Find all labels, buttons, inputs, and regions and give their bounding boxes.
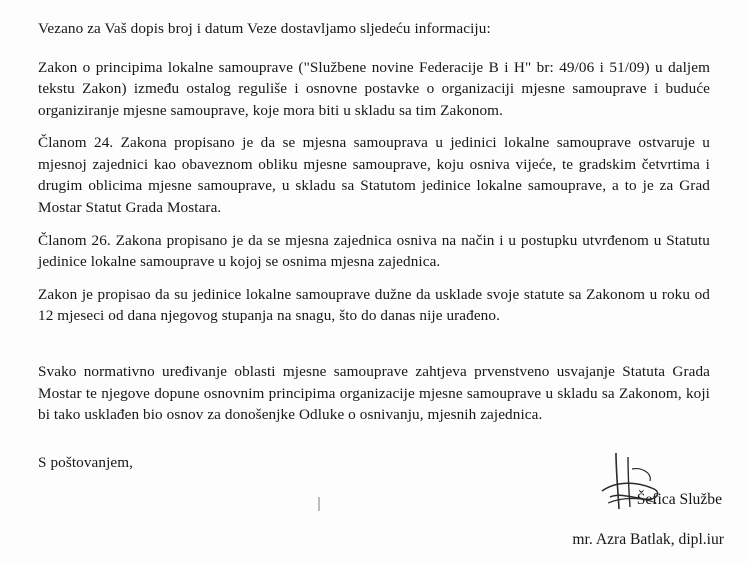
spacer bbox=[38, 273, 710, 284]
spacer bbox=[38, 40, 710, 57]
paragraph-article-26: Članom 26. Zakona propisano je da se mjesna zajednica osniva na način i u postupku utvrđenom u Statutu jedinice lokalne samouprave u kojoj se osnima mjesna zajednica. bbox=[38, 231, 710, 271]
paragraph-statute-deadline: Zakon je propisao da su jedinice lokalne samouprave dužne da usklade svoje statute sa Zakonom u roku od 12 mjeseci od dana njegovog stupanja na snagu, što do danas nije urađeno. bbox=[38, 285, 710, 325]
paragraph-law-principles: Zakon o principima lokalne samouprave ("Službene novine Federacije B i H" br: 49/06 i 51/09) u daljem tekstu Zakon) između ostalog reguliše i osnovne postavke o organizaciji mjesne samouprave i buduće organiziranje mjesne samouprave, koje mora biti u skladu sa tim Zakonom. bbox=[38, 58, 710, 119]
document-body bbox=[38, 18, 710, 473]
page-artifact-mark bbox=[318, 497, 320, 511]
paragraph-article-24: Članom 24. Zakona propisano je da se mjesna samouprava u jedinici lokalne samouprave ostvaruje u mjesnoj zajednici kao obaveznom obliku mjesne samouprave, koju osniva vijeće, te gradskim četvrtima i drugim oblicima mjesne samouprave, u skladu sa Statutom jedinice lokalne samouprave, a to je za Grad Mostar Statut Grada Mostara. bbox=[38, 134, 710, 217]
paragraph-conclusion: Svako normativno uređivanje oblasti mjesne samouprave zahtjeva prvenstveno usvajanje Statuta Grada Mostar te njegove dopune osnovnim principima organizacije mjesne samouprave u skladu sa Zakonom, koji bi tako usklađen bio osnov za donošenjke Odluke o osnivanju, mjesnih zajednica. bbox=[38, 362, 710, 424]
spacer bbox=[38, 327, 710, 361]
paragraph-closing: S poštovanjem, bbox=[38, 453, 134, 471]
signature-role: Šefica Službe bbox=[636, 491, 722, 508]
spacer bbox=[38, 219, 710, 230]
spacer bbox=[38, 121, 710, 132]
paragraph-intro: Vezano za Vaš dopis broj i datum Veze dostavljamo sljedeću informaciju: bbox=[38, 20, 491, 37]
signature-block bbox=[394, 491, 724, 549]
spacer bbox=[38, 426, 710, 452]
signature-name: mr. Azra Batlak, dipl.iur bbox=[572, 531, 724, 548]
